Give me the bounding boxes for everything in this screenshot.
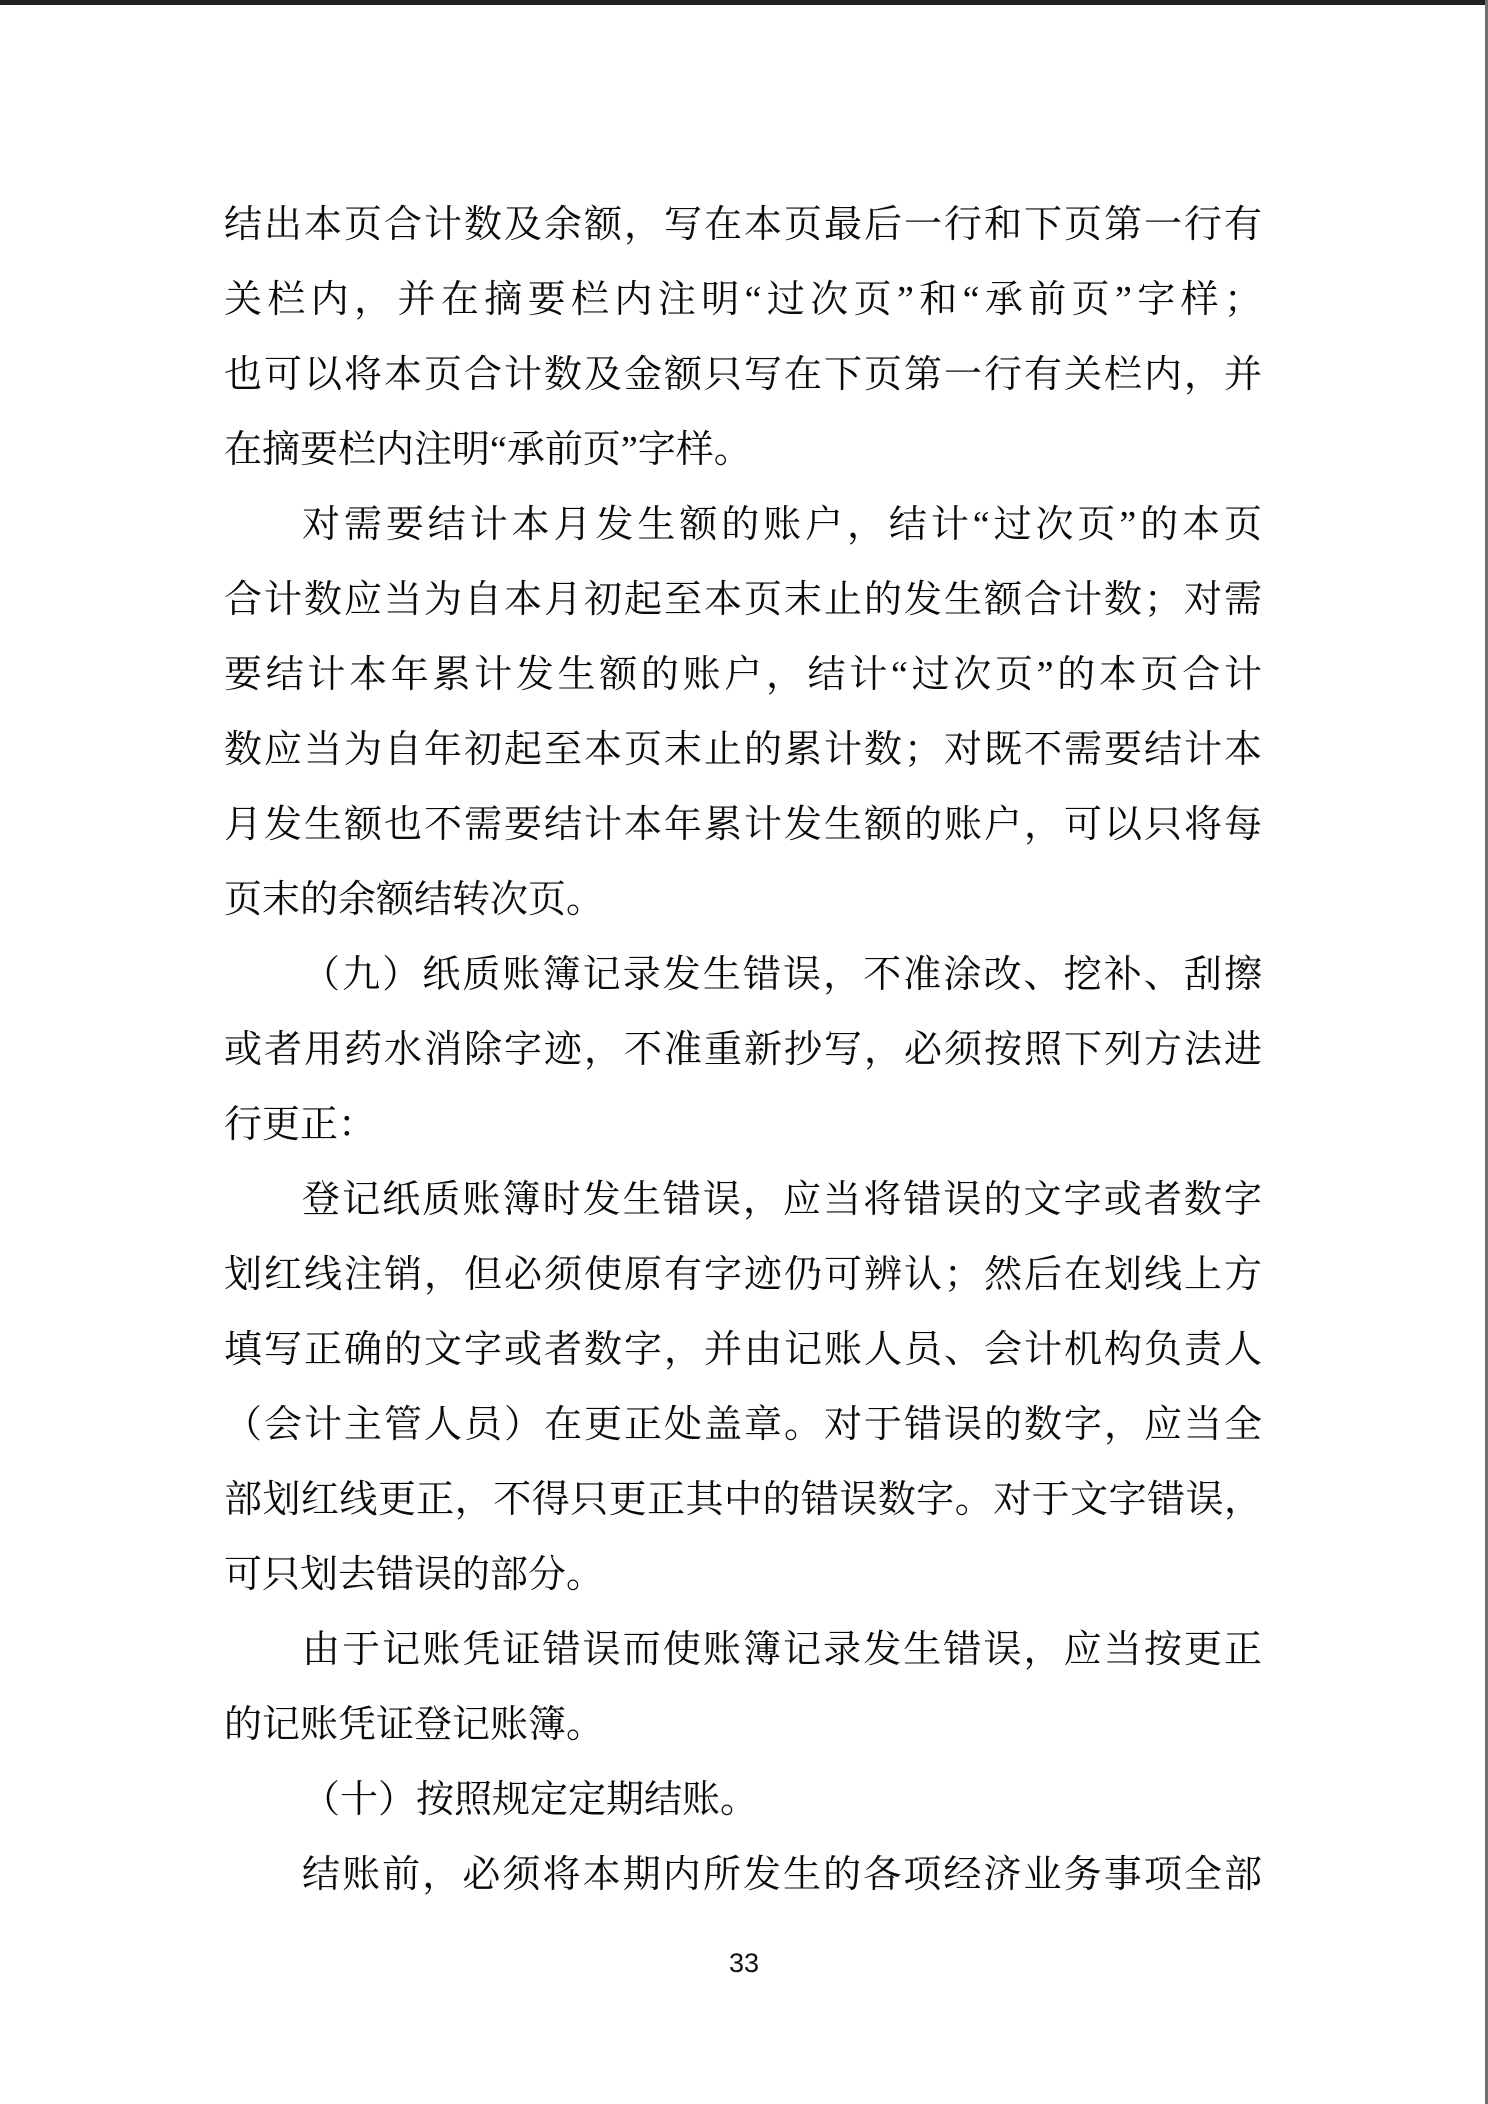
text-line: 部划红线更正，不得只更正其中的错误数字。对于文字错误， xyxy=(224,1479,1262,1521)
text-line: 在摘要栏内注明“承前页”字样。 xyxy=(224,429,752,471)
text-line: 数应当为自年初起至本页末止的累计数；对既不需要结计本 xyxy=(224,729,1262,771)
text-line: 结账前，必须将本期内所发生的各项经济业务事项全部 xyxy=(302,1854,1262,1896)
text-line: 或者用药水消除字迹，不准重新抄写，必须按照下列方法进 xyxy=(224,1029,1262,1071)
text-line: （九）纸质账簿记录发生错误，不准涂改、挖补、刮擦 xyxy=(302,954,1262,996)
text-line: 行更正： xyxy=(224,1104,377,1146)
text-line: 的记账凭证登记账簿。 xyxy=(224,1704,605,1746)
text-line: 对需要结计本月发生额的账户，结计“过次页”的本页 xyxy=(302,504,1262,546)
text-line: 结出本页合计数及余额，写在本页最后一行和下页第一行有 xyxy=(224,204,1262,246)
text-line: 合计数应当为自本月初起至本页末止的发生额合计数；对需 xyxy=(224,579,1262,621)
text-line: 月发生额也不需要结计本年累计发生额的账户，可以只将每 xyxy=(224,804,1262,846)
text-line: 划红线注销，但必须使原有字迹仍可辨认；然后在划线上方 xyxy=(224,1254,1262,1296)
text-line: 由于记账凭证错误而使账簿记录发生错误，应当按更正 xyxy=(302,1629,1262,1671)
text-line: （会计主管人员）在更正处盖章。对于错误的数字，应当全 xyxy=(224,1404,1262,1446)
text-line: 要结计本年累计发生额的账户，结计“过次页”的本页合计 xyxy=(224,654,1262,696)
document-text xyxy=(224,188,1262,1913)
text-line: 也可以将本页合计数及金额只写在下页第一行有关栏内，并 xyxy=(224,354,1262,396)
top-border xyxy=(0,0,1488,5)
text-line: （十）按照规定定期结账。 xyxy=(302,1779,759,1821)
text-line: 关栏内，并在摘要栏内注明“过次页”和“承前页”字样； xyxy=(224,279,1262,321)
text-line: 页末的余额结转次页。 xyxy=(224,879,605,921)
text-line: 可只划去错误的部分。 xyxy=(224,1554,605,1596)
page-number: 33 xyxy=(728,1948,760,1978)
text-line: 填写正确的文字或者数字，并由记账人员、会计机构负责人 xyxy=(224,1329,1262,1371)
text-line: 登记纸质账簿时发生错误，应当将错误的文字或者数字 xyxy=(302,1179,1262,1221)
